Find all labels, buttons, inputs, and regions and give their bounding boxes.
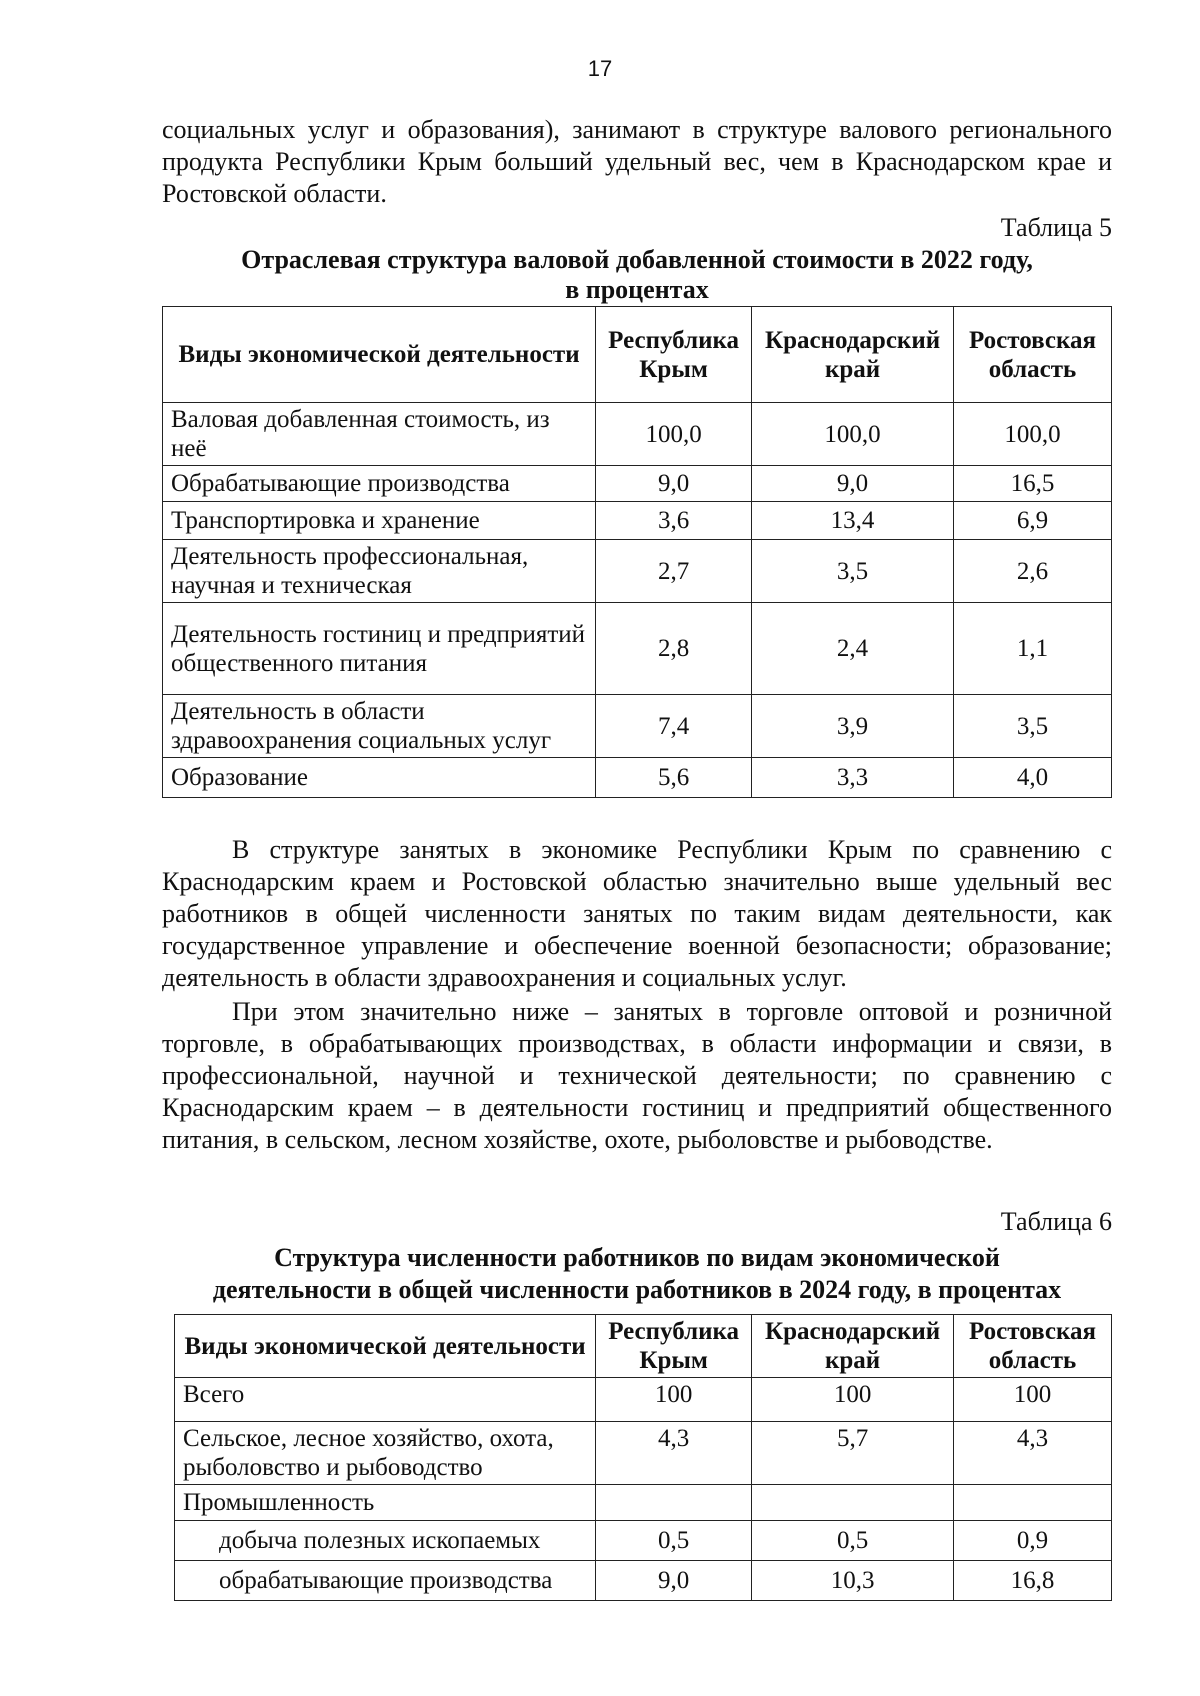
table5-heading — [162, 212, 1112, 304]
krasnodar-value: 100 — [752, 1378, 954, 1422]
krasnodar-value: 2,4 — [752, 603, 954, 695]
table-row — [163, 502, 1112, 540]
krasnodar-value: 3,5 — [752, 540, 954, 603]
table5-wrapper — [162, 306, 1112, 798]
table6-title-line2: деятельности в общей численности работников в 2024 году, в процентах — [212, 1275, 1062, 1304]
krasnodar-value: 13,4 — [752, 502, 954, 540]
table-row — [163, 695, 1112, 758]
table5-header-activity: Виды экономической деятельности — [163, 307, 596, 403]
crimea-value: 7,4 — [596, 695, 752, 758]
table5-header-row — [163, 307, 1112, 403]
crimea-value: 4,3 — [596, 1422, 752, 1485]
rostov-value: 4,3 — [954, 1422, 1112, 1485]
table6-header-rostov: Ростовская область — [954, 1315, 1112, 1378]
rostov-value: 3,5 — [954, 695, 1112, 758]
table6-header-activity: Виды экономической деятельности — [175, 1315, 596, 1378]
activity-cell: Валовая добавленная стоимость, из неё — [163, 403, 596, 466]
rostov-value: 100,0 — [954, 403, 1112, 466]
table-row — [163, 403, 1112, 466]
activity-cell: Сельское, лесное хозяйство, охота, рыболовство и рыбоводство — [175, 1422, 596, 1485]
rostov-value — [954, 1485, 1112, 1521]
table6-header-krasnodar: Краснодарский край — [752, 1315, 954, 1378]
crimea-value: 100 — [596, 1378, 752, 1422]
rostov-value: 100 — [954, 1378, 1112, 1422]
activity-cell: Образование — [163, 758, 596, 798]
activity-cell: Обрабатывающие производства — [163, 466, 596, 502]
rostov-value: 16,8 — [954, 1561, 1112, 1601]
table5-title-line2: в процентах — [565, 275, 709, 304]
intro-section — [162, 114, 1112, 210]
table-row — [163, 540, 1112, 603]
crimea-value: 9,0 — [596, 466, 752, 502]
table5-header-krasnodar: Краснодарский край — [752, 307, 954, 403]
table5-header-crimea: Республика Крым — [596, 307, 752, 403]
table6-title-line1: Структура численности работников по видам экономической — [274, 1243, 1000, 1272]
table-row — [175, 1561, 1112, 1601]
paragraph-employment-higher: В структуре занятых в экономике Республики Крым по сравнению с Краснодарским краем и Ростовской областью значительно выше удельный вес работников в общей численности занятых по таким видам деятельности, как государственное управление и обеспечение военной безопасности; образование; деятельность в области здравоохранения и социальных услуг. — [162, 835, 1112, 992]
activity-cell: Всего — [175, 1378, 596, 1422]
table6-heading — [162, 1206, 1112, 1306]
crimea-value — [596, 1485, 752, 1521]
rostov-value: 6,9 — [954, 502, 1112, 540]
intro-paragraph: социальных услуг и образования), занимают в структуре валового регионального продукта Республики Крым больший удельный вес, чем в Краснодарском крае и Ростовской области. — [162, 115, 1112, 208]
table-row — [163, 758, 1112, 798]
krasnodar-value: 100,0 — [752, 403, 954, 466]
rostov-value: 4,0 — [954, 758, 1112, 798]
table5-title-line1: Отраслевая структура валовой добавленной стоимости в 2022 году, — [241, 245, 1033, 274]
krasnodar-value: 5,7 — [752, 1422, 954, 1485]
table-row — [175, 1422, 1112, 1485]
activity-cell: добыча полезных ископаемых — [175, 1521, 596, 1561]
crimea-value: 2,7 — [596, 540, 752, 603]
table-row — [175, 1378, 1112, 1422]
krasnodar-value: 3,3 — [752, 758, 954, 798]
crimea-value: 100,0 — [596, 403, 752, 466]
table6-label: Таблица 6 — [1000, 1207, 1112, 1236]
crimea-value: 9,0 — [596, 1561, 752, 1601]
activity-cell: Промышленность — [175, 1485, 596, 1521]
table5-label: Таблица 5 — [1000, 213, 1112, 242]
krasnodar-value — [752, 1485, 954, 1521]
activity-cell: Деятельность гостиниц и предприятий общественного питания — [163, 603, 596, 695]
table5-header-rostov: Ростовская область — [954, 307, 1112, 403]
rostov-value: 2,6 — [954, 540, 1112, 603]
table6-header-row — [175, 1315, 1112, 1378]
page-number: 17 — [587, 56, 613, 81]
table-row — [175, 1521, 1112, 1561]
table5 — [162, 306, 1112, 798]
activity-cell: Транспортировка и хранение — [163, 502, 596, 540]
paragraph-employment-lower: При этом значительно ниже – занятых в торговле оптовой и розничной торговле, в обрабатывающих производствах, в области информации и связи, в профессиональной, научной и технической деятельности; по сравнению с Краснодарским краем – в деятельности гостиниц и предприятий общественного питания, в сельском, лесном хозяйстве, охоте, рыболовстве и рыбоводстве. — [162, 997, 1112, 1154]
crimea-value: 0,5 — [596, 1521, 752, 1561]
krasnodar-value: 3,9 — [752, 695, 954, 758]
table-row — [163, 603, 1112, 695]
body-section — [162, 834, 1112, 1156]
rostov-value: 1,1 — [954, 603, 1112, 695]
activity-cell: обрабатывающие производства — [175, 1561, 596, 1601]
table6-header-crimea: Республика Крым — [596, 1315, 752, 1378]
krasnodar-value: 0,5 — [752, 1521, 954, 1561]
rostov-value: 0,9 — [954, 1521, 1112, 1561]
activity-cell: Деятельность профессиональная, научная и техническая — [163, 540, 596, 603]
crimea-value: 3,6 — [596, 502, 752, 540]
table6-wrapper — [174, 1314, 1112, 1601]
rostov-value: 16,5 — [954, 466, 1112, 502]
table-row — [163, 466, 1112, 502]
activity-cell: Деятельность в области здравоохранения социальных услуг — [163, 695, 596, 758]
crimea-value: 5,6 — [596, 758, 752, 798]
krasnodar-value: 9,0 — [752, 466, 954, 502]
crimea-value: 2,8 — [596, 603, 752, 695]
table-row — [175, 1485, 1112, 1521]
krasnodar-value: 10,3 — [752, 1561, 954, 1601]
table6 — [174, 1314, 1112, 1601]
